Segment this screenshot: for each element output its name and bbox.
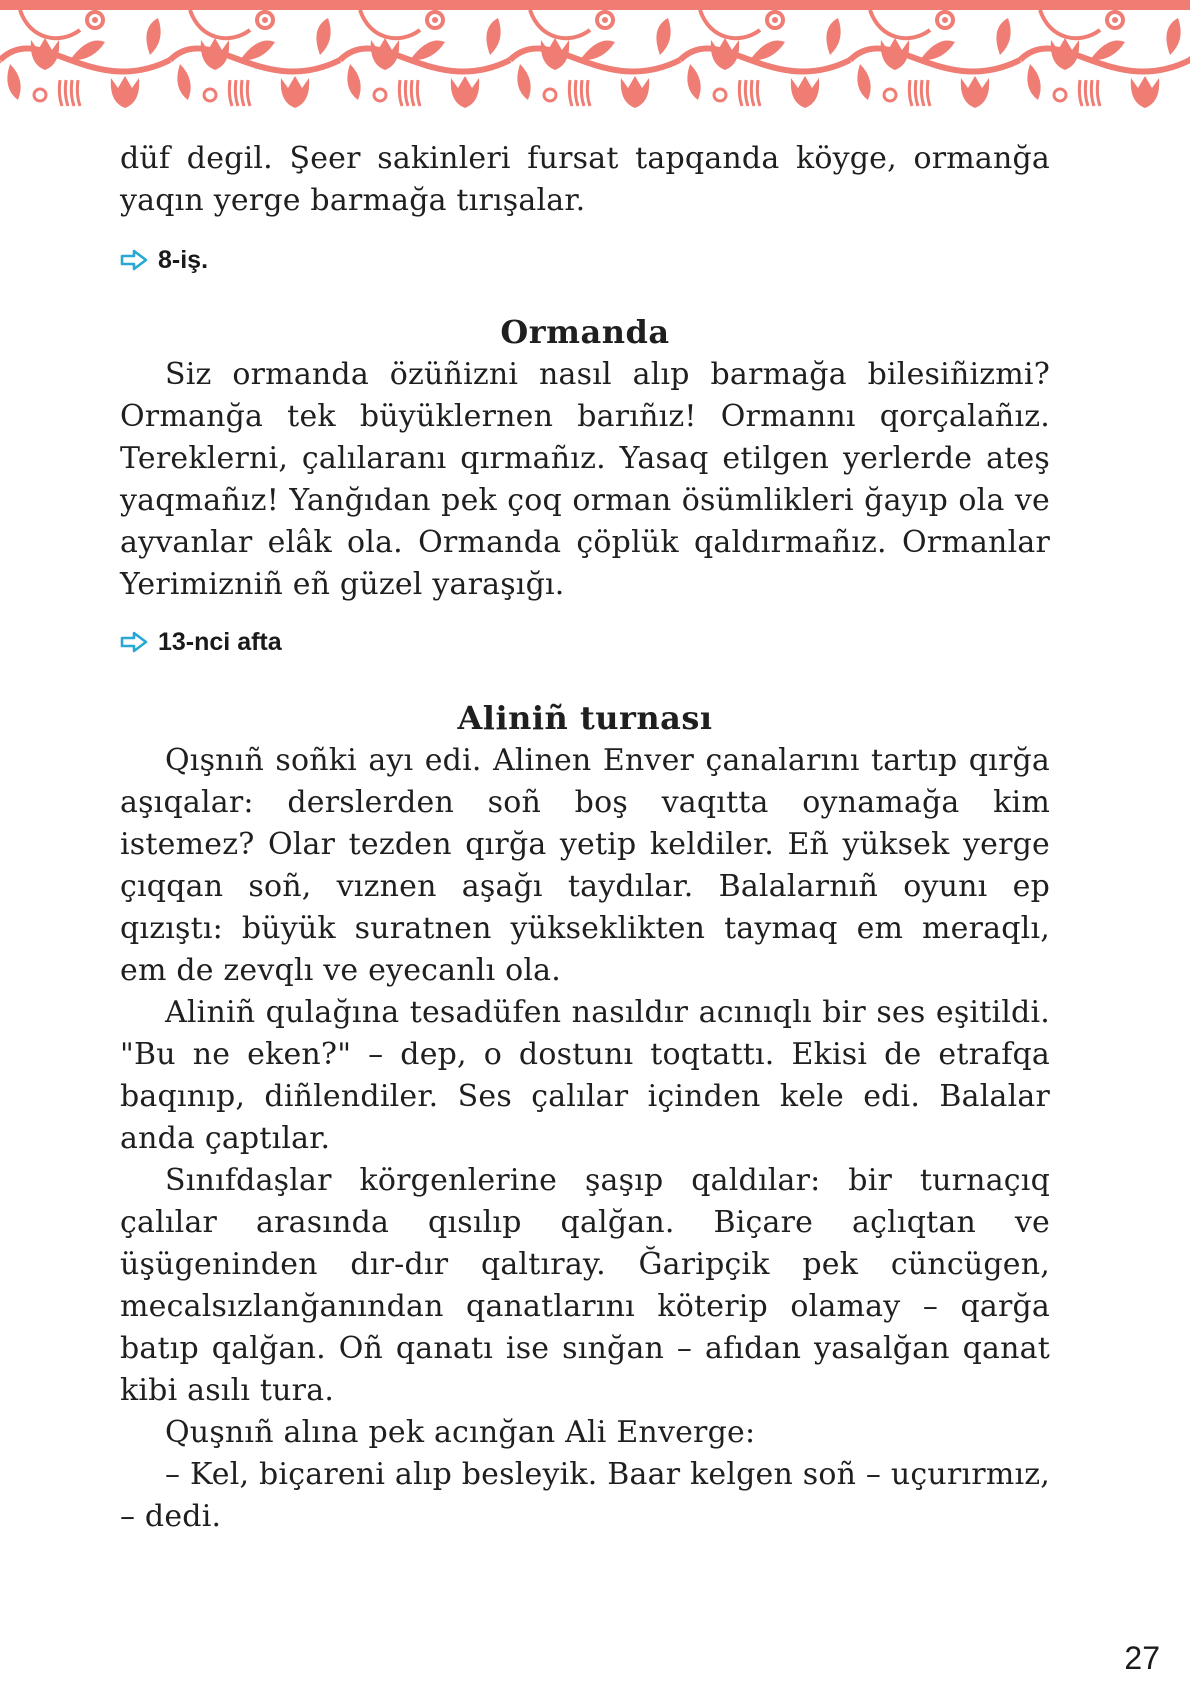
section-title-alinin-turnasi: Aliniñ turnası <box>457 699 713 737</box>
story-paragraph: Sınıfdaşlar körgenlerine şaşıp qaldılar: bir turnaçıq çalılar arasında qısılıp qalğan. Biçare açlıqtan ve üşügeninden dır-dır qaltıray. Ğaripçik pek cüncügen, mecalsızlanğanından qanatlarını köterip olamay – qarğa batıp qalğan. Oñ qanatı ise sınğan – afıdan yasalğan qanat kibi asılı tura. <box>120 1163 1050 1408</box>
section-title-ormanda: Ormanda <box>500 313 670 351</box>
page-number: 27 <box>1124 1640 1160 1676</box>
week-reference-text: 13-nci afta <box>158 627 282 656</box>
exercise-reference-text: 8-iş. <box>158 245 209 274</box>
page-content <box>120 138 1050 1538</box>
week-reference <box>120 622 1050 662</box>
floral-ornament-header <box>0 0 1190 112</box>
floral-ornament-icon <box>0 0 1190 112</box>
arrow-right-icon <box>120 631 148 653</box>
arrow-right-icon <box>120 249 148 271</box>
intro-paragraph: düf degil. Şeer sakinleri fursat tapqanda köyge, ormanğa yaqın yerge barmağa tırışalar. <box>120 141 1050 218</box>
story-paragraph: Quşnıñ alına pek acınğan Ali Enverge: <box>165 1415 756 1450</box>
story-paragraph: Qışnıñ soñki ayı edi. Alinen Enver çanalarını tartıp qırğa aşıqalar: derslerden soñ boş vaqıtta oynamağa kim istemez? Olar tezden qırğa yetip keldiler. Eñ yüksek yerge çıqqan soñ, vıznen aşağı taydılar. Balalarnıñ oyunı ep qızıştı: büyük suratnen yükseklikten taymaq em meraqlı, em de zevqlı ve eyecanlı ola. <box>120 743 1050 988</box>
section-ormanda-paragraph: Siz ormanda özüñizni nasıl alıp barmağa bilesiñizmi? Ormanğa tek büyüklernen barıñız! Ormannı qorçalañız. Tereklerni, çalılaranı qırmañız. Yasaq etilgen yerlerde ateş yaqmañız! Yanğıdan pek çoq orman ösümlikleri ğayıp ola ve ayvanlar elâk ola. Ormanda çöplük qaldırmañız. Ormanlar Yerimizniñ eñ güzel yaraşığı. <box>120 357 1050 602</box>
story-paragraph: Aliniñ qulağına tesadüfen nasıldır acınıqlı bir ses eşitildi. "Bu ne eken?" – dep, o dostunı toqtattı. Ekisi de etrafqa baqınıp, diñlendiler. Ses çalılar içinden kele edi. Balalar anda çaptılar. <box>120 995 1050 1156</box>
story-paragraph: – Kel, biçareni alıp besleyik. Baar kelgen soñ – uçurırmız, – dedi. <box>120 1457 1050 1534</box>
exercise-reference <box>120 240 1050 280</box>
